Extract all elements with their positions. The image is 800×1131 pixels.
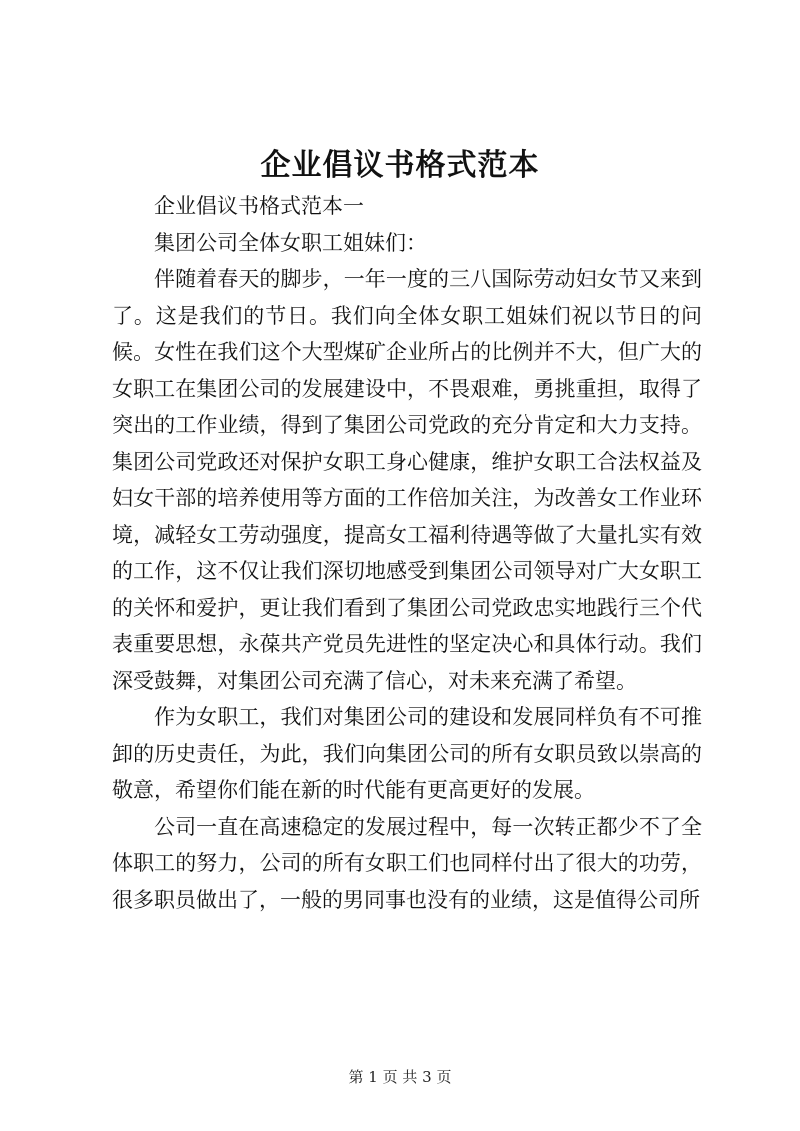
- page-number-footer: 第 1 页 共 3 页: [348, 1068, 452, 1086]
- section-heading: 企业倡议书格式范本一: [154, 194, 364, 218]
- paragraph: 公司一直在高速稳定的发展过程中，每一次转正都少不了全体职工的努力，公司的所有女职工们也同样付出了很大的功劳，很多职员做出了，一般的男同事也没有的业绩，这是值得公司所: [112, 814, 702, 912]
- document-body: [112, 188, 702, 918]
- page-title: 企业倡议书格式范本: [260, 148, 540, 183]
- paragraph: 作为女职工，我们对集团公司的建设和发展同样负有不可推卸的历史责任，为此，我们向集团公司的所有女职员致以崇高的敬意，希望你们能在新的时代能有更高更好的发展。: [112, 705, 702, 802]
- paragraph: 伴随着春天的脚步，一年一度的三八国际劳动妇女节又来到了。这是我们的节日。我们向全体女职工姐妹们祝以节日的问候。女性在我们这个大型煤矿企业所占的比例并不大，但广大的女职工在集团公司的发展建设中，不畏艰难，勇挑重担，取得了突出的工作业绩，得到了集团公司党政的充分肯定和大力支持。集团公司党政还对保护女职工身心健康，维护女职工合法权益及妇女干部的培养使用等方面的工作倍加关注，为改善女工作业环境，减轻女工劳动强度，提高女工福利待遇等做了大量扎实有效的工作，这不仅让我们深切地感受到集团公司领导对广大女职工的关怀和爱护，更让我们看到了集团公司党政忠实地践行三个代表重要思想，永葆共产党员先进性的坚定决心和具体行动。我们深受鼓舞，对集团公司充满了信心，对未来充满了希望。: [112, 267, 702, 693]
- salutation: 集团公司全体女职工姐妹们：: [154, 230, 427, 255]
